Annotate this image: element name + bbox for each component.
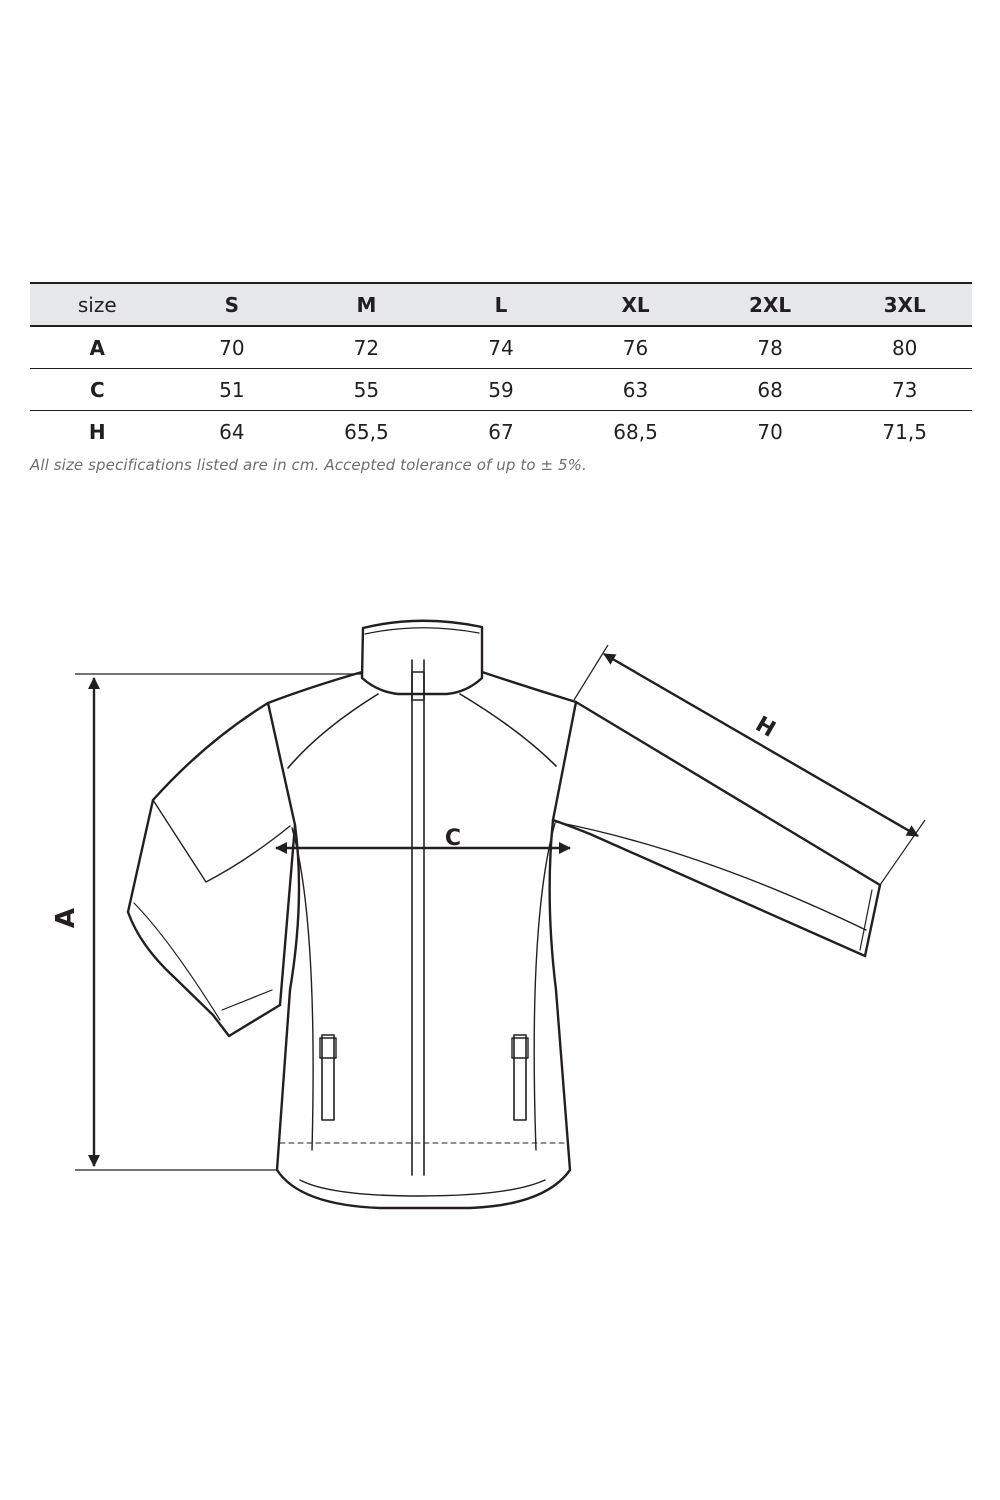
right-pocket-zip <box>514 1035 526 1120</box>
row-label: A <box>89 335 106 360</box>
collar-band <box>365 628 479 634</box>
table-cell: 70 <box>757 419 783 444</box>
right-raglan-seam <box>460 694 556 766</box>
right-sleeve-seam <box>556 822 866 930</box>
label-c: C <box>444 826 462 851</box>
table-cell: 65,5 <box>344 419 389 444</box>
header-cell-xl: XL <box>621 292 650 317</box>
label-h: H <box>751 711 780 743</box>
body-left-panel-seam <box>292 828 313 1150</box>
table-cell: 78 <box>757 335 783 360</box>
table-cell: 64 <box>219 419 245 444</box>
table-cell: 73 <box>891 377 918 402</box>
left-raglan-seam <box>288 694 378 768</box>
size-chart-table <box>30 282 972 452</box>
table-cell: 68 <box>757 377 783 402</box>
table-cell: 76 <box>622 335 649 360</box>
table-cell: 68,5 <box>613 419 658 444</box>
right-shoulder <box>482 672 576 702</box>
header-cell-size: size <box>77 292 117 317</box>
header-cell-3xl: 3XL <box>883 292 926 317</box>
right-sleeve-inner <box>553 702 865 956</box>
table-header-row <box>30 283 972 326</box>
header-cell-s: S <box>224 292 240 317</box>
table-cell: 59 <box>488 377 514 402</box>
jacket-measurement-diagram <box>0 600 1000 1220</box>
table-cell: 55 <box>353 377 380 402</box>
left-pocket-zip <box>322 1035 334 1120</box>
label-a: A <box>51 907 81 929</box>
table-cell: 63 <box>622 377 649 402</box>
hem-bottom <box>277 1170 570 1208</box>
body-right-panel-seam <box>534 823 555 1150</box>
right-cuff-seam <box>860 890 872 950</box>
measurement-h-start-guide <box>574 645 608 700</box>
table-row <box>30 411 972 453</box>
measurement-a <box>75 674 362 1170</box>
tolerance-note: All size specifications listed are in cm. Accepted tolerance of up to ± 5%. <box>30 456 587 474</box>
body-right-side <box>550 820 570 1170</box>
jacket-outline-icon <box>128 621 880 1208</box>
measurement-h-end-guide <box>880 820 925 885</box>
table-cell: 67 <box>488 419 514 444</box>
zipper-pull <box>412 672 424 700</box>
table-cell: 70 <box>219 335 245 360</box>
left-sleeve-inner <box>268 703 295 1005</box>
left-sleeve-seam <box>153 800 290 882</box>
header-cell-l: L <box>494 292 508 317</box>
left-sleeve-cuff-end <box>128 912 280 1036</box>
left-shoulder <box>268 672 362 703</box>
header-cell-2xl: 2XL <box>749 292 792 317</box>
table-cell: 74 <box>488 335 514 360</box>
right-sleeve-outer <box>576 702 880 956</box>
table-row <box>30 369 972 411</box>
table-cell: 72 <box>353 335 380 360</box>
table-cell: 51 <box>219 377 245 402</box>
left-cuff-seam <box>134 903 220 1020</box>
left-sleeve-outer <box>128 703 268 912</box>
row-label: C <box>89 377 105 402</box>
measurement-h-arrow <box>604 654 918 836</box>
row-label: H <box>88 419 106 444</box>
hem-band <box>300 1180 545 1196</box>
table-cell: 71,5 <box>882 419 927 444</box>
left-cuff-band <box>222 990 272 1010</box>
table-row <box>30 326 972 369</box>
table-cell: 80 <box>891 335 918 360</box>
header-cell-m: M <box>356 292 377 317</box>
